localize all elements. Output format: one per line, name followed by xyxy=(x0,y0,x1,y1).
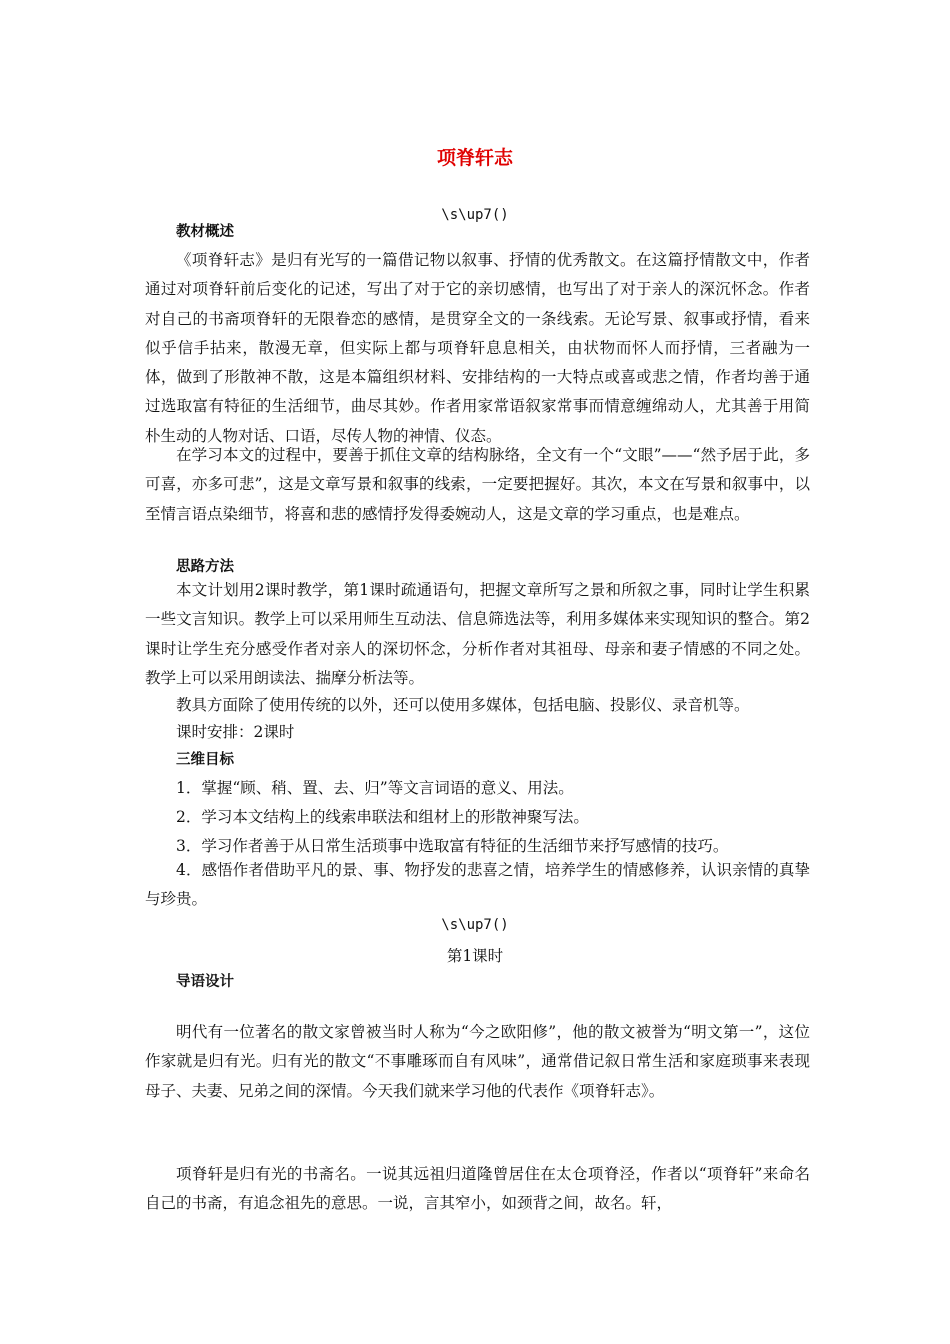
overview-paragraph-1: 《项脊轩志》是归有光写的一篇借记物以叙事、抒情的优秀散文。在这篇抒情散文中，作者通过对项脊轩前后变化的记述，写出了对于它的亲切感情，也写出了对于亲人的深沉怀念。作者对自己的书斋项脊轩的无限眷恋的感情，是贯穿全文的一条线索。无论写景、叙事或抒情，看来似乎信手拈来，散漫无章，但实际上都与项脊轩息息相关，由状物而怀人而抒情，三者融为一体，做到了形散神不散，这是本篇组织材料、安排结构的一大特点或喜或悲之情，作者均善于通过选取富有特征的生活细节，曲尽其妙。作者用家常语叙家常事而情意缠绵动人，尤其善于用简朴生动的人物对话、口语，尽传人物的神情、仪态。 xyxy=(145,251,810,445)
intro-paragraph-1: 明代有一位著名的散文家曾被当时人称为“今之欧阳修”，他的散文被誉为“明文第一”，这位作家就是归有光。归有光的散文“不事雕琢而自有风味”，通常借记叙日常生活和家庭琐事来表现母子、夫妻、兄弟之间的深情。今天我们就来学习他的代表作《项脊轩志》。 xyxy=(145,1023,810,1100)
heading-goals: 三维目标 xyxy=(176,752,234,768)
goal-item-2: 2．学习本文结构上的线索串联法和组材上的形散神聚写法。 xyxy=(176,808,589,826)
lesson-label: 第1课时 xyxy=(446,947,504,965)
intro-paragraph-2: 项脊轩是归有光的书斋名。一说其远祖归道隆曾居住在太仓项脊泾，作者以“项脊轩”来命名自己的书斋，有追念祖先的意思。一说，言其窄小，如颈背之间，故名。轩， xyxy=(145,1165,810,1213)
schedule-line: 课时安排：2课时 xyxy=(176,723,295,741)
field-code: \s\up7() xyxy=(441,207,509,223)
method-paragraph-1: 本文计划用2课时教学，第1课时疏通语句，把握文章所写之景和所叙之事，同时让学生积累一些文言知识。教学上可以采用师生互动法、信息筛选法等，利用多媒体来实现知识的整合。第2课时让学生充分感受作者对亲人的深切怀念，分析作者对其祖母、母亲和妻子情感的不同之处。教学上可以采用朗读法、揣摩分析法等。 xyxy=(145,581,810,687)
heading-method: 思路方法 xyxy=(176,559,234,575)
goal-item-4: 4．感悟作者借助平凡的景、事、物抒发的悲喜之情，培养学生的情感修养，认识亲情的真挚与珍贵。 xyxy=(145,861,810,909)
overview-paragraph-2: 在学习本文的过程中，要善于抓住文章的结构脉络，全文有一个“文眼”——“然予居于此，多可喜，亦多可悲”，这是文章写景和叙事的线索，一定要把握好。其次，本文在写景和叙事中，以至情言语点染细节，将喜和悲的感情抒发得委婉动人，这是文章的学习重点，也是难点。 xyxy=(145,446,810,523)
method-paragraph-2: 教具方面除了使用传统的以外，还可以使用多媒体，包括电脑、投影仪、录音机等。 xyxy=(176,696,750,714)
document-title: 项脊轩志 xyxy=(436,147,513,169)
lesson-field-code: \s\up7() xyxy=(441,917,509,933)
goal-item-3: 3．学习作者善于从日常生活琐事中选取富有特征的生活细节来抒写感情的技巧。 xyxy=(176,837,729,855)
heading-intro: 导语设计 xyxy=(176,974,234,990)
heading-overview: 教材概述 xyxy=(176,224,234,240)
goal-item-1: 1．掌握“顾、稍、置、去、归”等文言词语的意义、用法。 xyxy=(176,779,574,797)
